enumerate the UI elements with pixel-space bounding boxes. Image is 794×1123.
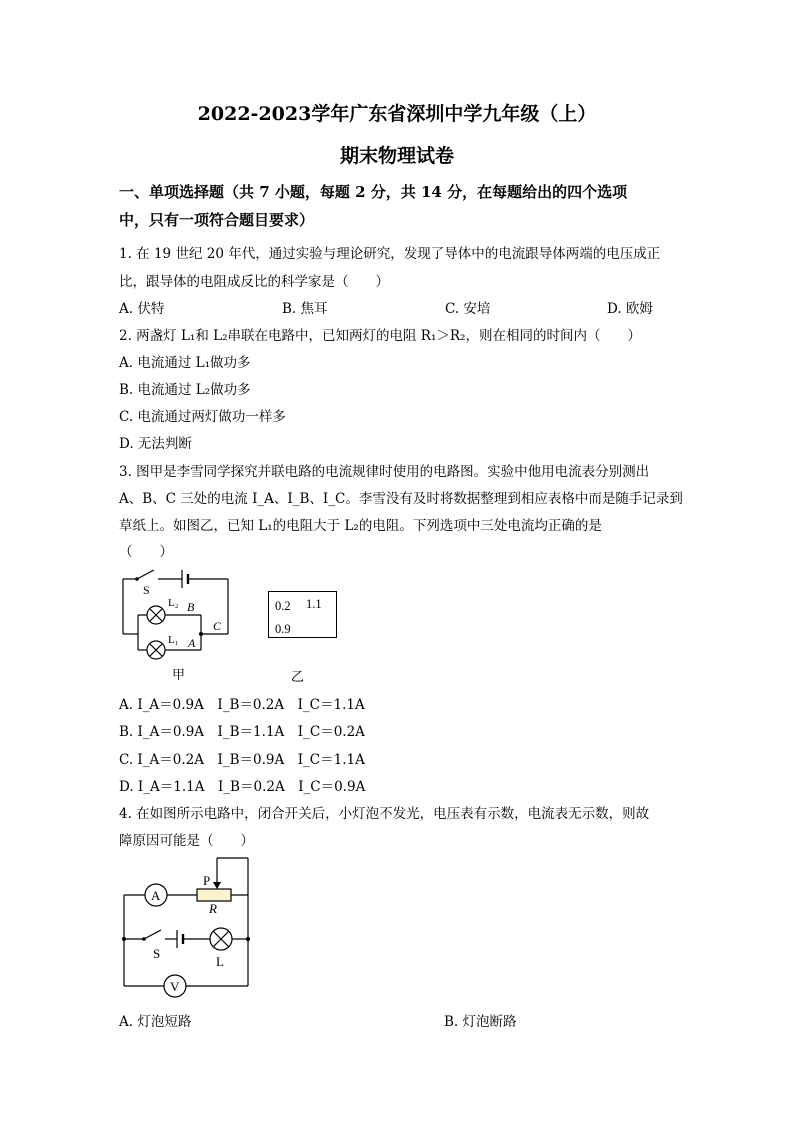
q2-option-d: D. 无法判断: [119, 436, 192, 452]
q1-option-c: C. 安培: [445, 301, 491, 317]
q3-circuit-diagram-jia: [110, 565, 245, 685]
q4-label-r: R: [209, 901, 217, 916]
q4-label-l: L: [216, 954, 224, 969]
q4-option-b: B. 灯泡断路: [444, 1014, 517, 1030]
q3-text-line4: （ ）: [119, 544, 173, 560]
q3-label-b: B: [187, 600, 195, 614]
q2-text-line1: 2. 两盏灯 L₁和 L₂串联在电路中，已知两灯的电阻 R₁＞R₂，则在相同的时间内（ ）: [119, 328, 641, 344]
q3-label-c: C: [213, 619, 222, 633]
section-heading-line2: 中，只有一项符合题目要求）: [119, 211, 315, 229]
q3-text-line2: A、B、C 三处的电流 I_A、I_B、I_C。李雪没有及时将数据整理到相应表格中而是随手记录到: [119, 491, 683, 507]
q3-option-d: D. I_A＝1.1A I_B＝0.2A I_C＝0.9A: [119, 779, 366, 795]
q2-option-b: B. 电流通过 L₂做功多: [119, 382, 251, 398]
q2-option-c: C. 电流通过两灯做功一样多: [119, 409, 286, 425]
q1-option-a: A. 伏特: [119, 301, 165, 317]
q3-note-value-1: 0.2: [275, 599, 291, 613]
q3-label-jia: 甲: [172, 667, 186, 682]
q3-text-line3: 草纸上。如图乙，已知 L₁的电阻大于 L₂的电阻。下列选项中三处电流均正确的是: [119, 518, 602, 534]
q1-option-d: D. 欧姆: [607, 301, 653, 317]
q1-option-b: B. 焦耳: [282, 301, 328, 317]
q4-ammeter-a: A: [151, 888, 161, 903]
q3-option-b: B. I_A＝0.9A I_B＝1.1A I_C＝0.2A: [119, 724, 365, 740]
exam-title-line1: 2022-2023学年广东省深圳中学九年级（上）: [197, 103, 597, 125]
q1-text-line1: 1. 在 19 世纪 20 年代，通过实验与理论研究，发现了导体中的电流跟导体两端的电压成正: [119, 246, 661, 262]
q4-label-s: S: [153, 946, 161, 961]
q3-note-box-yi: [268, 591, 337, 638]
q3-label-a: A: [188, 636, 196, 650]
q3-note-value-3: 0.9: [275, 622, 291, 636]
q1-text-line2: 比，跟导体的电阻成反比的科学家是（ ）: [119, 274, 389, 290]
exam-title-line2: 期末物理试卷: [339, 145, 454, 167]
q3-option-a: A. I_A＝0.9A I_B＝0.2A I_C＝1.1A: [119, 697, 365, 713]
q4-text-line2: 障原因可能是（ ）: [119, 833, 254, 849]
q3-label-l1: L₁: [168, 634, 179, 646]
q4-voltmeter-v: V: [170, 979, 180, 994]
q3-label-l2: L₂: [168, 597, 179, 609]
q3-note-value-2: 1.1: [306, 597, 322, 611]
section-heading-line1: 一、单项选择题（共 7 小题，每题 2 分，共 14 分，在每题给出的四个选项: [119, 183, 628, 201]
q3-label-s: S: [143, 583, 150, 597]
q2-option-a: A. 电流通过 L₁做功多: [119, 355, 251, 371]
q3-option-c: C. I_A＝0.2A I_B＝0.9A I_C＝1.1A: [119, 752, 365, 768]
q4-text-line1: 4. 在如图所示电路中，闭合开关后，小灯泡不发光，电压表有示数，电流表无示数，则故: [119, 806, 650, 822]
q3-text-line1: 3. 图甲是李雪同学探究并联电路的电流规律时使用的电路图。实验中他用电流表分别测出: [119, 464, 650, 480]
q3-label-yi: 乙: [291, 670, 305, 685]
q4-circuit-diagram: [115, 852, 260, 1002]
q4-option-a: A. 灯泡短路: [119, 1014, 192, 1030]
q4-label-p: P: [203, 873, 211, 888]
